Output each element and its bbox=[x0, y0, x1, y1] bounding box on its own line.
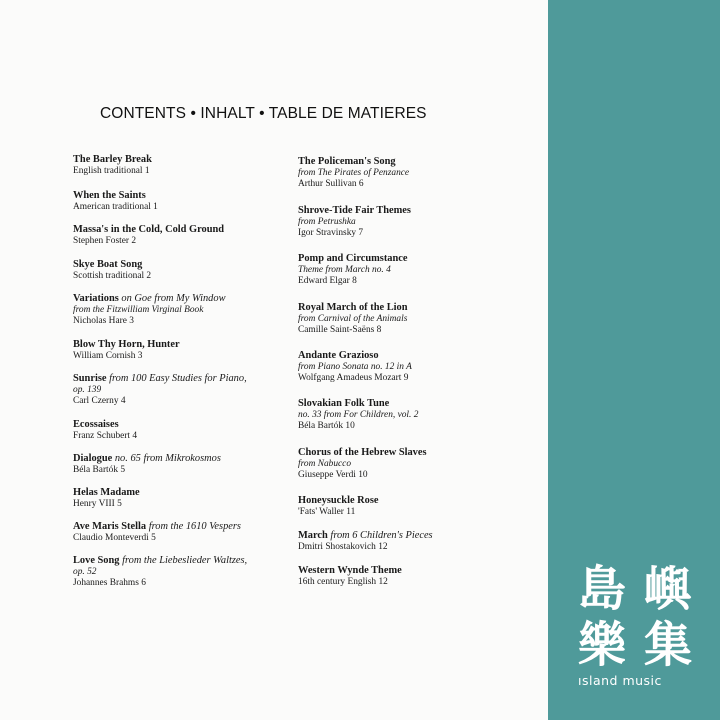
entry-composer: Béla Bartók 10 bbox=[298, 421, 355, 431]
contents-entry bbox=[298, 495, 538, 518]
entry-detail: from the Liebeslieder Waltzes, bbox=[119, 555, 248, 566]
contents-entry bbox=[73, 373, 313, 408]
contents-entry bbox=[73, 521, 313, 544]
entry-composer: Dmitri Shostakovich 12 bbox=[298, 541, 388, 552]
entry-detail: no. 65 from Mikrokosmos bbox=[112, 453, 221, 464]
contents-entry bbox=[298, 398, 538, 433]
contents-entry bbox=[73, 453, 313, 476]
entry-composer: Carl Czerny 4 bbox=[73, 396, 126, 406]
entry-source: from Carnival of the Animals bbox=[298, 313, 408, 324]
logo-tagline: ısland music bbox=[578, 673, 662, 688]
contents-entry bbox=[298, 302, 538, 337]
entry-composer: Henry VIII 5 bbox=[73, 498, 122, 509]
contents-heading: CONTENTS • INHALT • TABLE DE MATIERES bbox=[100, 105, 427, 122]
entry-composer: 'Fats' Waller 11 bbox=[298, 506, 356, 517]
entry-detail: on Goe from My Window bbox=[118, 293, 226, 304]
entry-title: March bbox=[298, 530, 328, 541]
entry-composer: Edward Elgar 8 bbox=[298, 276, 357, 286]
entry-source: op. 52 bbox=[73, 566, 97, 577]
entry-title: Sunrise bbox=[73, 373, 107, 384]
entry-composer: Arthur Sullivan 6 bbox=[298, 179, 364, 189]
entry-title: Variations bbox=[73, 293, 119, 304]
entry-composer: Stephen Foster 2 bbox=[73, 235, 137, 246]
entry-source: from Piano Sonata no. 12 in A bbox=[298, 361, 412, 372]
entry-composer: Johannes Brahms 6 bbox=[73, 578, 146, 588]
entry-composer: Giuseppe Verdi 10 bbox=[298, 470, 368, 480]
entry-composer: Franz Schubert 4 bbox=[73, 430, 138, 441]
entry-title: Royal March of the Lion bbox=[298, 302, 408, 313]
island-music-logo bbox=[574, 561, 704, 691]
contents-entry bbox=[298, 350, 538, 385]
logo-char: 島 bbox=[577, 561, 626, 617]
entry-title: Ecossaises bbox=[73, 419, 119, 430]
entry-title: Helas Madame bbox=[73, 487, 140, 498]
entry-title: Love Song bbox=[73, 555, 120, 566]
entry-composer: English traditional 1 bbox=[73, 165, 150, 176]
entry-title: Slovakian Folk Tune bbox=[298, 398, 390, 409]
contents-entry bbox=[73, 154, 313, 177]
contents-entry bbox=[298, 447, 538, 482]
entry-title: Skye Boat Song bbox=[73, 259, 143, 270]
contents-entry bbox=[298, 156, 538, 191]
entry-title: Massa's in the Cold, Cold Ground bbox=[73, 224, 225, 235]
entry-detail: from 100 Easy Studies for Piano, bbox=[106, 373, 247, 384]
entry-title: Honeysuckle Rose bbox=[298, 495, 379, 506]
contents-entry bbox=[73, 190, 313, 213]
contents-entry bbox=[73, 293, 313, 328]
entry-detail: from the 1610 Vespers bbox=[146, 521, 241, 532]
entry-composer: Wolfgang Amadeus Mozart 9 bbox=[298, 373, 409, 383]
contents-entry bbox=[298, 205, 538, 240]
logo-char: 集 bbox=[643, 617, 692, 673]
entry-title: The Policeman's Song bbox=[298, 156, 396, 167]
entry-composer: Béla Bartók 5 bbox=[73, 464, 126, 475]
contents-entry bbox=[73, 555, 313, 590]
entry-composer: Camille Saint-Saëns 8 bbox=[298, 325, 382, 335]
entry-title: Pomp and Circumstance bbox=[298, 253, 408, 264]
entry-title: The Barley Break bbox=[73, 154, 152, 165]
contents-entry bbox=[73, 419, 313, 442]
entry-detail: from 6 Children's Pieces bbox=[327, 530, 433, 541]
entry-composer: American traditional 1 bbox=[73, 201, 158, 212]
entry-composer: Igor Stravinsky 7 bbox=[298, 228, 364, 238]
entry-title: Shrove-Tide Fair Themes bbox=[298, 205, 411, 216]
entry-composer: William Cornish 3 bbox=[73, 350, 143, 361]
entry-title: Blow Thy Horn, Hunter bbox=[73, 339, 180, 350]
entry-title: Ave Maris Stella bbox=[73, 521, 147, 532]
entry-source: Theme from March no. 4 bbox=[298, 264, 391, 275]
entry-title: Andante Grazioso bbox=[298, 350, 379, 361]
entry-composer: 16th century English 12 bbox=[298, 576, 388, 587]
entry-title: Western Wynde Theme bbox=[298, 565, 402, 576]
entry-title: Chorus of the Hebrew Slaves bbox=[298, 447, 427, 458]
contents-entry bbox=[298, 530, 538, 553]
entry-source: from Nabucco bbox=[298, 458, 352, 469]
entry-title: Dialogue bbox=[73, 453, 113, 464]
entry-title: When the Saints bbox=[73, 190, 146, 201]
contents-entry bbox=[73, 487, 313, 510]
entry-source: op. 139 bbox=[73, 384, 102, 395]
logo-char: 嶼 bbox=[643, 561, 692, 617]
entry-source: from the Fitzwilliam Virginal Book bbox=[73, 304, 204, 315]
entry-source: from The Pirates of Penzance bbox=[298, 167, 410, 178]
entry-source: no. 33 from For Children, vol. 2 bbox=[298, 409, 419, 420]
logo-char: 樂 bbox=[577, 617, 626, 673]
entry-composer: Scottish traditional 2 bbox=[73, 270, 152, 281]
contents-entry bbox=[73, 339, 313, 362]
contents-entry bbox=[73, 224, 313, 247]
contents-entry bbox=[298, 565, 538, 588]
entry-composer: Claudio Monteverdi 5 bbox=[73, 532, 156, 543]
entry-composer: Nicholas Hare 3 bbox=[73, 316, 134, 326]
contents-entry bbox=[298, 253, 538, 288]
entry-source: from Petrushka bbox=[298, 216, 356, 227]
contents-entry bbox=[73, 259, 313, 282]
